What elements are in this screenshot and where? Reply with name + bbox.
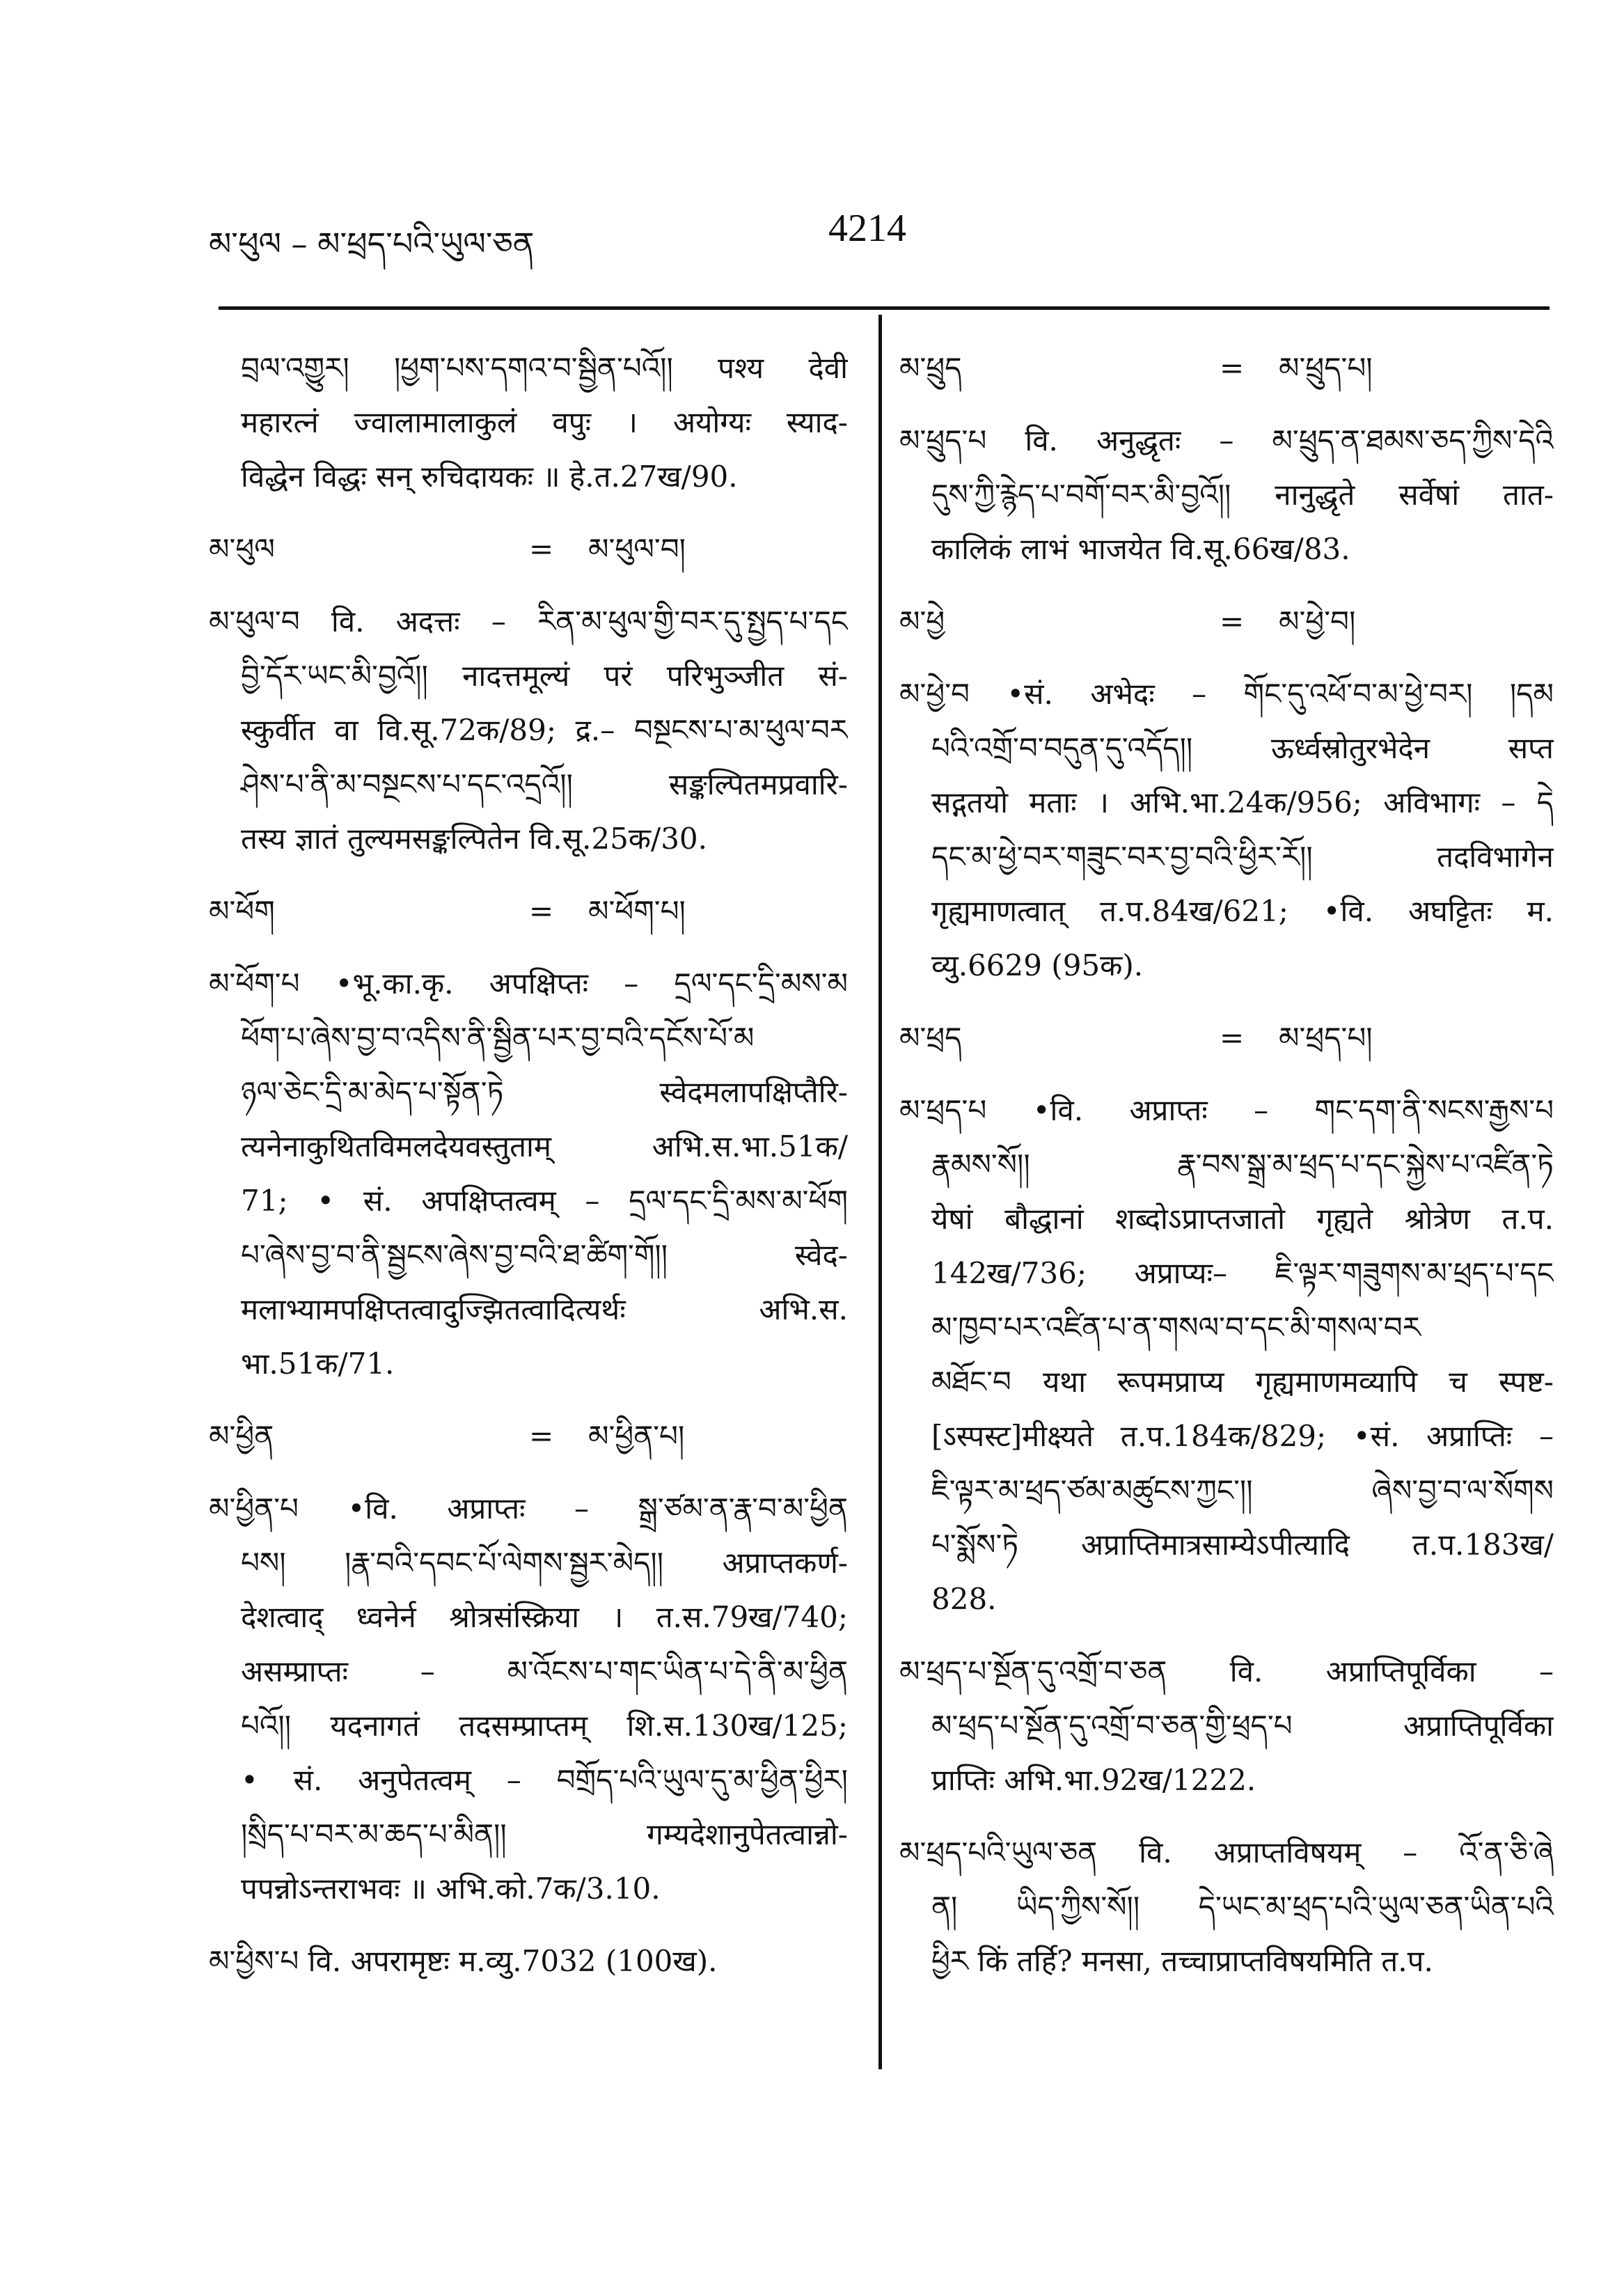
entry-text-line: ཤེས་པ་ནི་མ་བསྔངས་པ་དང་འདྲའོ།། सङ्कल्पितमप्रवारि-: [241, 767, 848, 801]
entry-text-line: ན། ཡིད་ཀྱིས་སོ།། དེ་ཡང་མ་ཕྲད་པའི་ཡུལ་ཅན་ཡིན་པའི: [931, 1890, 1554, 1924]
entry-text-line: ཕོག་པ་ཞེས་བྱ་བ་འདིས་ནི་སྦྱིན་པར་བྱ་བའི་དངོས་པོ་མ: [241, 1021, 755, 1055]
entry-text-line: भा.51क/71.: [241, 1347, 395, 1381]
entry-text-line: མ་ཕྲུད་པ वि. अनुद्धृतः – མ་ཕྲུད་ན་ཐམས་ཅད་ཀྱིས་དེའི: [899, 423, 1554, 457]
entry-text-line: गृह्यमाणत्वात् त.प.84ख/621; •वि. अघट्टितः म.: [931, 894, 1554, 928]
dictionary-entry: [209, 522, 848, 577]
headword: མ་ཕྱིན: [209, 1419, 274, 1453]
entry-text-line: तस्य ज्ञातं तुल्यमसङ्कल्पितेन वि.सू.25क/30.: [241, 822, 707, 856]
entry-text-line: མ་ཕྱེ་བ •सं. अभेदः – གོང་དུ་འཕོ་བ་མ་ཕྱེ་བར། །དམ: [899, 677, 1554, 711]
reference-target: མ་ཕྲད་པ།: [1279, 1021, 1373, 1055]
entry-text-line: དུས་ཀྱི་རྙེད་པ་བགོ་བར་མི་བྱའོ།། नानुद्धृते सर्वेषां तात-: [931, 478, 1554, 512]
dictionary-entry: [899, 667, 1554, 993]
entry-text-line: མ་ཕོག་པ •भू.का.कृ. अपक्षिप्तः – དྲལ་དང་དྲི་མས་མ: [209, 966, 848, 1001]
headword: མ་ཕྲུད: [899, 351, 962, 385]
cross-reference-entry: [899, 1011, 1554, 1065]
entry-text-line: མཐོང་བ यथा रूपमप्राप्य गृह्यमाणमव्यापि च स्पष्ट-: [931, 1365, 1554, 1399]
entry-text-line: བྲལ་འགྱུར། །ཕྱག་པས་དགའ་བ་སྦྱིན་པའོ།། पश्य देवी: [241, 351, 848, 385]
entry-text-line: मलाभ्यामपक्षिप्तत्वादुज्झितत्वादित्यर्थः अभि.स.: [241, 1292, 848, 1326]
cross-reference-entry: [209, 522, 848, 577]
entry-text-line: देशत्वाद् ध्वनेर्न श्रोत्रसंस्क्रिया । त.स.79ख/740;: [241, 1600, 848, 1634]
reference-target: མ་ཕྲུད་པ།: [1279, 351, 1373, 385]
entry-text-line: विद्धेन विद्धः सन् रुचिदायकः ॥ हे.त.27ख/90.: [241, 460, 738, 494]
running-header-range: མ་ཕུལ – མ་ཕྲད་པའི་ཡུལ་ཅན: [209, 225, 535, 262]
dictionary-entry: [209, 341, 848, 504]
dictionary-entry: [209, 1934, 848, 1989]
entry-text-line: མ་ཕྲད་པ •वि. अप्राप्तः – གང་དག་ནི་སངས་རྒྱས་པ: [899, 1093, 1554, 1127]
reference-target: མ་ཕྱེ་བ།: [1279, 604, 1356, 638]
page-number: 4214: [828, 207, 906, 250]
reference-target: མ་ཕྱིན་པ།: [588, 1419, 685, 1453]
equals-sign: =: [1220, 351, 1245, 385]
equals-sign: =: [1220, 1021, 1245, 1055]
entry-text-line: ཕྱིར किं तर्हि? मनसा, तच्चाप्राप्तविषयमिति त.प.: [931, 1944, 1433, 1978]
entry-text-line: असम्प्राप्तः – མ་འོངས་པ་གང་ཡིན་པ་དེ་ནི་མ་ཕྱིན: [241, 1654, 848, 1688]
entry-text-line: དང་མ་ཕྱེ་བར་གཟུང་བར་བྱ་བའི་ཕྱིར་རོ།། तदविभागेन: [931, 840, 1554, 874]
entry-text-line: व्यु.6629 (95क).: [931, 948, 1144, 982]
header-rule: [219, 306, 1550, 310]
headword: མ་ཕུལ: [209, 532, 275, 566]
entry-text-line: པའོ།། यदनागतं तदसम्प्राप्तम् शि.स.130ख/125;: [241, 1709, 848, 1743]
entry-text-line: པ་སྨོས་ཏེ अप्राप्तिमात्रसाम्येऽपीत्यादि त.प.183ख/: [931, 1528, 1554, 1562]
dictionary-entry: [209, 957, 848, 1391]
reference-target: མ་ཕུལ་བ།: [588, 532, 686, 566]
cross-reference-entry: [209, 1409, 848, 1464]
dictionary-entry: [209, 884, 848, 939]
entry-text-line: कालिकं लाभं भाजयेत वि.सू.66ख/83.: [931, 532, 1350, 566]
entry-text-line: सद्गतयो मताः । अभि.भा.24क/956; अविभागः – དེ: [931, 785, 1554, 819]
entry-text-line: བྱི་དོར་ཡང་མི་བྱའོ།། नादत्तमूल्यं परं परिभुञ्जीत सं-: [241, 659, 848, 693]
dictionary-entry: [899, 414, 1554, 577]
dictionary-entry: [899, 1083, 1554, 1626]
headword: མ་ཕྲད: [899, 1021, 962, 1055]
entry-text-line: 142ख/736; अप्राप्यः– ཇི་ལྟར་གཟུགས་མ་ཕྲད་པ་དང: [931, 1256, 1554, 1290]
entry-text-line: མ་ཕྱིས་པ वि. अपरामृष्टः म.व्यु.7032 (100ख).: [209, 1944, 718, 1978]
entry-text-line: येषां बौद्धानां शब्दोऽप्राप्तजातो गृह्यते श्रोत्रेण त.प.: [931, 1202, 1554, 1236]
entry-text-line: མ་ཕྱིན་པ •वि. अप्राप्तः – སྒྲ་ཙམ་ན་རྣ་བ་མ་ཕྱིན: [209, 1491, 848, 1526]
equals-sign: =: [529, 532, 554, 566]
equals-sign: =: [1220, 604, 1245, 638]
entry-text-line: 828.: [931, 1582, 997, 1616]
dictionary-entry: [899, 1011, 1554, 1065]
entry-text-line: །སྲིད་པ་བར་མ་ཆད་པ་མིན།། गम्यदेशानुपेतत्वान्नो-: [241, 1817, 848, 1851]
dictionary-entry: [209, 1482, 848, 1916]
entry-text-line: स्कुर्वीत वा वि.सू.72क/89; द्र.– བསྔངས་པ་མ་ཕུལ་བར: [241, 713, 848, 747]
column-divider: [878, 315, 882, 2069]
entry-text-line: ཇི་ལྟར་མ་ཕྲད་ཙམ་མཚུངས་ཀྱང་།། ཞེས་བྱ་བ་ལ་སོགས: [931, 1473, 1554, 1507]
reference-target: མ་ཕོག་པ།: [588, 894, 686, 928]
entry-text-line: མ་ཁྱབ་པར་འཛིན་པ་ན་གསལ་བ་དང་མི་གསལ་བར: [931, 1310, 1421, 1344]
entry-text-line: त्यनेनाकुथितविमलदेयवस्तुताम् अभि.स.भा.51क/: [241, 1129, 848, 1163]
cross-reference-entry: [899, 341, 1554, 395]
entry-text-line: • सं. अनुपेतत्वम् – བགྲོད་པའི་ཡུལ་དུ་མ་ཕྱིན་ཕྱིར།: [241, 1763, 848, 1797]
dictionary-entry: [209, 595, 848, 866]
entry-text-line: ཉལ་ཅེང་དྲི་མ་མེད་པ་སྟོན་ཏེ स्वेदमलापक्षिप्तैरि-: [241, 1075, 848, 1109]
entry-text-line: མ་ཕུལ་བ वि. अदत्तः – རིན་མ་ཕུལ་གྱི་བར་དུ་སྤྱད་པ་དང: [209, 604, 848, 638]
headword: མ་ཕྱེ: [899, 604, 945, 638]
entry-text-line: प्राप्तिः अभि.भा.92ख/1222.: [931, 1763, 1256, 1797]
dictionary-entry: [209, 1409, 848, 1464]
entry-text-line: པ་ཞེས་བྱ་བ་ནི་སྦྱངས་ཞེས་བྱ་བའི་ཐ་ཚིག་གོ།། स्वेद-: [241, 1238, 848, 1272]
dictionary-entry: [899, 341, 1554, 395]
entry-text-line: पपन्नोऽन्तराभवः ॥ अभि.को.7क/3.10.: [241, 1872, 661, 1906]
entry-text-line: རྣམས་སོ།། རྣ་བས་སྒྲ་མ་ཕྲད་པ་དང་སྐྱེས་པ་འཛིན་ཏེ: [931, 1147, 1554, 1182]
entry-text-line: པས། །རྣ་བའི་དབང་པོ་ལེགས་སྦྱར་མེད།། अप्राप्तकर्ण-: [241, 1546, 848, 1580]
equals-sign: =: [529, 894, 554, 928]
cross-reference-entry: [899, 595, 1554, 649]
entry-text-line: [ऽस्पस्ट]मीक्ष्यते त.प.184क/829; •सं. अप्राप्तिः –: [931, 1419, 1554, 1453]
entry-text-line: མ་ཕྲད་པའི་ཡུལ་ཅན वि. अप्राप्तविषयम् – འོ་ན་ཅི་ཞེ: [899, 1835, 1554, 1869]
entry-text-line: महारत्नं ज्वालामालाकुलं वपुः । अयोग्यः स्याद-: [241, 405, 848, 439]
equals-sign: =: [529, 1419, 554, 1453]
dictionary-entry: [899, 1826, 1554, 1989]
entry-text-line: མ་ཕྲད་པ་སྔོན་དུ་འགྲོ་བ་ཅན वि. अप्राप्तिपूर्विका –: [899, 1654, 1554, 1688]
right-column: [899, 341, 1554, 2007]
entry-text-line: པའི་འགྲོ་བ་བདུན་དུ་འདོད།། ऊर्ध्वस्रोतुरभेदेन सप्त: [931, 731, 1554, 765]
entry-text-line: མ་ཕྲད་པ་སྔོན་དུ་འགྲོ་བ་ཅན་གྱི་ཕྲད་པ अप्राप्तिपूर्विका: [931, 1709, 1554, 1743]
dictionary-entry: [899, 1645, 1554, 1807]
left-column: [209, 341, 848, 2007]
cross-reference-entry: [209, 884, 848, 939]
entry-text-line: 71; • सं. अपक्षिप्तत्वम् – དྲལ་དང་དྲི་མས་མ་ཕོག: [241, 1184, 848, 1218]
dictionary-entry: [899, 595, 1554, 649]
headword: མ་ཕོག: [209, 894, 275, 928]
